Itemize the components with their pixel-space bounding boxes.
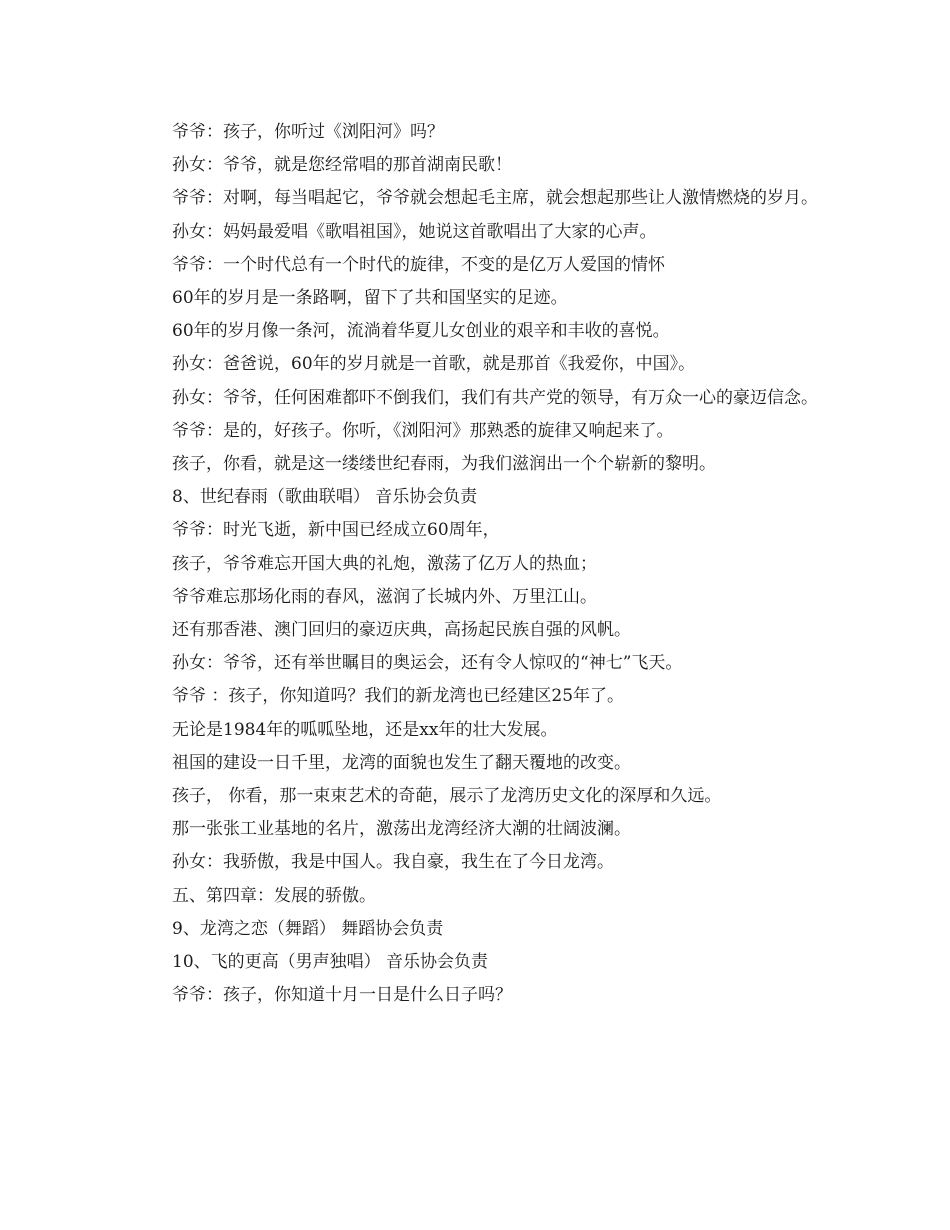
- paragraph: 孙女：爷爷，还有举世瞩目的奥运会，还有令人惊叹的“神七”飞天。: [172, 653, 683, 674]
- paragraph: 孙女：爷爷，任何困难都吓不倒我们，我们有共产党的领导，有万众一心的豪迈信念。: [172, 387, 818, 408]
- paragraph: 爷爷难忘那场化雨的春风，滋润了长城内外、万里江山。: [172, 586, 597, 607]
- paragraph: 孙女：我骄傲，我是中国人。我自豪，我生在了今日龙湾。: [172, 852, 614, 873]
- paragraph: 60年的岁月像一条河，流淌着华夏儿女创业的艰辛和丰收的喜悦。: [172, 321, 670, 342]
- paragraph: 8、世纪春雨（歌曲联唱） 音乐协会负责: [172, 487, 478, 508]
- paragraph: 10、飞的更高（男声独唱） 音乐协会负责: [172, 952, 489, 973]
- paragraph: 还有那香港、澳门回归的豪迈庆典，高扬起民族自强的风帆。: [172, 620, 631, 641]
- paragraph: 五、第四章：发展的骄傲。: [172, 885, 376, 906]
- paragraph: 无论是1984年的呱呱坠地，还是xx年的壮大发展。: [172, 719, 558, 740]
- paragraph: 孙女：妈妈最爱唱《歌唱祖国》，她说这首歌唱出了大家的心声。: [172, 221, 657, 242]
- paragraph: 9、龙湾之恋（舞蹈） 舞蹈协会负责: [172, 918, 444, 939]
- paragraph: 孩子，你看，就是这一缕缕世纪春雨，为我们滋润出一个个崭新的黎明。: [172, 454, 716, 475]
- paragraph: 孩子，爷爷难忘开国大典的礼炮，激荡了亿万人的热血；: [172, 553, 597, 574]
- paragraph: 60年的岁月是一条路啊，留下了共和国坚实的足迹。: [172, 288, 568, 309]
- paragraph: 爷爷：时光飞逝，新中国已经成立60周年，: [172, 520, 500, 541]
- paragraph: 爷爷：是的，好孩子。你听，《浏阳河》那熟悉的旋律又响起来了。: [172, 420, 674, 441]
- paragraph: 爷爷：一个时代总有一个时代的旋律，不变的是亿万人爱国的情怀: [172, 254, 665, 275]
- paragraph: 孙女：爷爷，就是您经常唱的那首湖南民歌！: [172, 155, 512, 176]
- paragraph: 爷爷：孩子，你知道十月一日是什么日子吗？: [172, 985, 512, 1006]
- paragraph: 爷爷：对啊，每当唱起它，爷爷就会想起毛主席，就会想起那些让人激情燃烧的岁月。: [172, 188, 818, 209]
- paragraph: 孙女：爸爸说，60年的岁月就是一首歌，就是那首《我爱你，中国》。: [172, 354, 696, 375]
- paragraph: 孩子， 你看，那一束束艺术的奇葩，展示了龙湾历史文化的深厚和久远。: [172, 786, 722, 807]
- paragraph: 爷爷：孩子，你听过《浏阳河》吗？: [172, 122, 444, 142]
- paragraph: 爷爷 ：孩子，你知道吗？我们的新龙湾也已经建区25年了。: [172, 686, 625, 707]
- paragraph: 那一张张工业基地的名片，激荡出龙湾经济大潮的壮阔波澜。: [172, 819, 631, 840]
- document-body: [138, 116, 818, 1012]
- paragraph: 祖国的建设一日千里，龙湾的面貌也发生了翻天覆地的改变。: [172, 752, 631, 773]
